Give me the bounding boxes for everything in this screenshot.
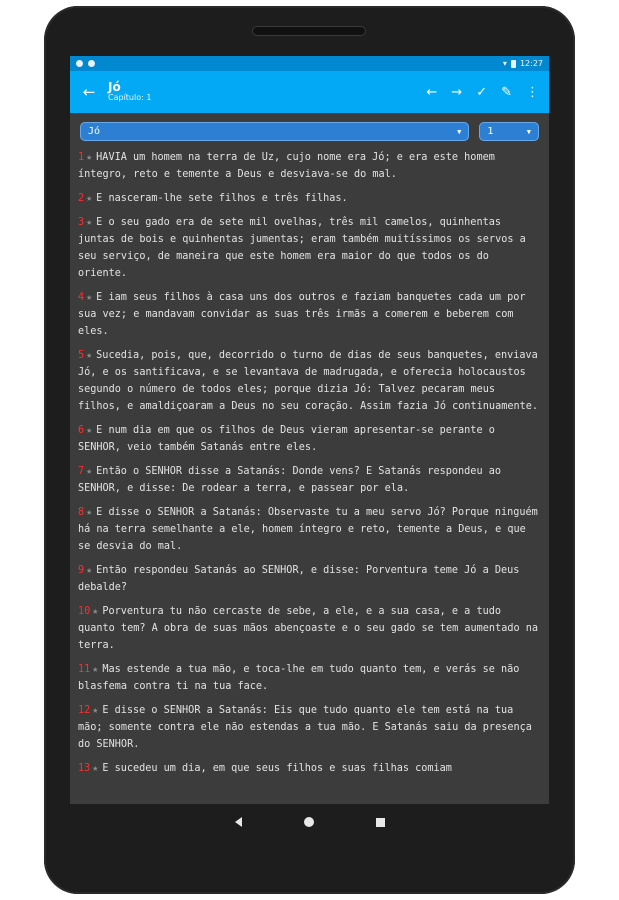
tablet-frame bbox=[44, 6, 575, 894]
verse-number: 6 bbox=[78, 425, 85, 436]
verse-item[interactable] bbox=[78, 760, 541, 777]
app-screen bbox=[70, 56, 549, 804]
verse-number: 8 bbox=[78, 507, 85, 518]
notification-dot-icon bbox=[88, 60, 95, 67]
star-icon[interactable]: ★ bbox=[86, 193, 93, 204]
star-icon[interactable]: ★ bbox=[86, 565, 93, 576]
battery-icon bbox=[511, 60, 516, 68]
verse-text: E disse o SENHOR a Satanás: Eis que tudo quanto ele tem está na tua mão; somente contra ele não estendas a tua mão. E Satanás saiu da presença do SENHOR. bbox=[78, 705, 532, 750]
app-toolbar bbox=[70, 71, 549, 113]
verse-item[interactable] bbox=[78, 190, 541, 207]
home-circle-icon[interactable] bbox=[304, 817, 314, 827]
verse-text: Mas estende a tua mão, e toca-lhe em tudo quanto tem, e verás se não blasfema contra ti na tua face. bbox=[78, 664, 520, 692]
star-icon[interactable]: ★ bbox=[86, 292, 93, 303]
verse-number: 4 bbox=[78, 292, 85, 303]
verse-item[interactable] bbox=[78, 702, 541, 753]
verse-number: 5 bbox=[78, 350, 85, 361]
wifi-icon: ▾ bbox=[502, 59, 507, 68]
verse-number: 10 bbox=[78, 606, 91, 617]
star-icon[interactable]: ★ bbox=[86, 217, 93, 228]
check-icon[interactable]: ✓ bbox=[476, 84, 488, 100]
verse-text: HAVIA um homem na terra de Uz, cujo nome era Jó; e era este homem íntegro, reto e temente a Deus e desviava-se do mal. bbox=[78, 152, 495, 180]
speaker-grille bbox=[252, 26, 366, 36]
verse-item[interactable] bbox=[78, 289, 541, 340]
star-icon[interactable]: ★ bbox=[86, 350, 93, 361]
verse-item[interactable] bbox=[78, 422, 541, 456]
verse-list bbox=[70, 147, 549, 777]
verse-text: E nasceram-lhe sete filhos e três filhas. bbox=[96, 193, 348, 204]
verse-number: 1 bbox=[78, 152, 85, 163]
book-select-value: Jó bbox=[88, 126, 101, 137]
verse-text: E sucedeu um dia, em que seus filhos e suas filhas comiam bbox=[102, 763, 452, 774]
system-nav-bar bbox=[70, 804, 549, 840]
status-bar bbox=[70, 56, 549, 71]
verse-text: Então o SENHOR disse a Satanás: Donde vens? E Satanás respondeu ao SENHOR, e disse: De rodear a terra, e passear por ela. bbox=[78, 466, 501, 494]
verse-item[interactable] bbox=[78, 214, 541, 282]
verse-item[interactable] bbox=[78, 504, 541, 555]
verse-number: 7 bbox=[78, 466, 85, 477]
notification-dot-icon bbox=[76, 60, 83, 67]
arrow-left-icon[interactable]: ← bbox=[82, 83, 96, 101]
recents-square-icon[interactable] bbox=[376, 818, 385, 827]
verse-number: 9 bbox=[78, 565, 85, 576]
verse-text: E disse o SENHOR a Satanás: Observaste tu a meu servo Jó? Porque ninguém há na terra semelhante a ele, homem íntegro e reto, temente a Deus, e que se desvia do mal. bbox=[78, 507, 538, 552]
verse-item[interactable] bbox=[78, 347, 541, 415]
verse-item[interactable] bbox=[78, 463, 541, 497]
star-icon[interactable]: ★ bbox=[92, 606, 99, 617]
verse-number: 11 bbox=[78, 664, 91, 675]
star-icon[interactable]: ★ bbox=[86, 425, 93, 436]
verse-text: Então respondeu Satanás ao SENHOR, e disse: Porventura teme Jó a Deus debalde? bbox=[78, 565, 520, 593]
verse-number: 13 bbox=[78, 763, 91, 774]
verse-number: 12 bbox=[78, 705, 91, 716]
paint-icon[interactable]: ✎ bbox=[501, 84, 512, 100]
star-icon[interactable]: ★ bbox=[92, 763, 99, 774]
toolbar-title: Jó bbox=[108, 80, 121, 94]
verse-text: Sucedia, pois, que, decorrido o turno de dias de seus banquetes, enviava Jó, e os santificava, e se levantava de madrugada, e oferecia holocaustos segundo o número de todos eles; porque dizia Jó: Talvez pecaram meus filhos, e amaldiçoaram a Deus no seu coração. Assim fazia Jó continuamente. bbox=[78, 350, 539, 412]
verse-item[interactable] bbox=[78, 562, 541, 596]
chevron-down-icon: ▼ bbox=[526, 127, 531, 136]
chevron-down-icon: ▼ bbox=[457, 127, 462, 136]
star-icon[interactable]: ★ bbox=[86, 466, 93, 477]
toolbar-subtitle: Capítulo: 1 bbox=[108, 93, 152, 103]
verse-item[interactable] bbox=[78, 661, 541, 695]
verse-text: Porventura tu não cercaste de sebe, a ele, e a sua casa, e a tudo quanto tem? A obra de suas mãos abençoaste e o seu gado se tem aumentado na terra. bbox=[78, 606, 539, 651]
verse-text: E num dia em que os filhos de Deus vieram apresentar-se perante o SENHOR, veio também Satanás entre eles. bbox=[78, 425, 495, 453]
chapter-select[interactable] bbox=[479, 122, 539, 141]
star-icon[interactable]: ★ bbox=[92, 705, 99, 716]
star-icon[interactable]: ★ bbox=[86, 507, 93, 518]
star-icon[interactable]: ★ bbox=[86, 152, 93, 163]
previous-chapter-icon[interactable]: ← bbox=[426, 84, 438, 100]
verse-number: 2 bbox=[78, 193, 85, 204]
verse-text: E o seu gado era de sete mil ovelhas, três mil camelos, quinhentas juntas de bois e quinhentas jumentas; eram também muitíssimos os servos a seu serviço, de maneira que este homem era maior do que todos os do oriente. bbox=[78, 217, 526, 279]
star-icon[interactable]: ★ bbox=[92, 664, 99, 675]
overflow-menu-icon[interactable]: ⋮ bbox=[526, 84, 539, 100]
selectors bbox=[70, 113, 549, 147]
book-select[interactable] bbox=[80, 122, 469, 141]
status-time: 12:27 bbox=[519, 59, 543, 68]
back-triangle-icon[interactable] bbox=[235, 817, 242, 827]
chapter-select-value: 1 bbox=[487, 126, 494, 137]
next-chapter-icon[interactable]: → bbox=[451, 84, 463, 100]
verse-number: 3 bbox=[78, 217, 85, 228]
verse-text: E iam seus filhos à casa uns dos outros e faziam banquetes cada um por sua vez; e mandavam convidar as suas três irmãs a comerem e beberem com eles. bbox=[78, 292, 526, 337]
verse-item[interactable] bbox=[78, 149, 541, 183]
verse-item[interactable] bbox=[78, 603, 541, 654]
